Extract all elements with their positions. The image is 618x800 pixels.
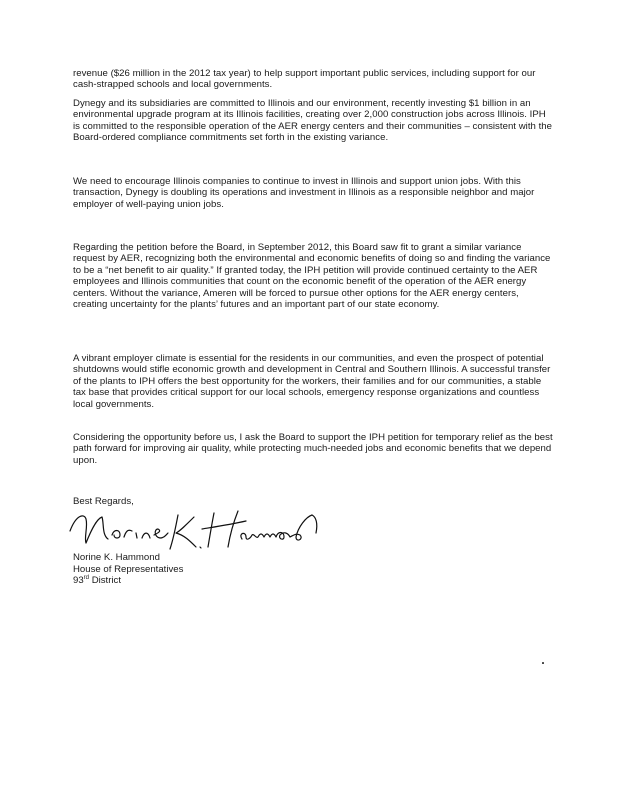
signature-block xyxy=(73,552,183,587)
scan-speck xyxy=(542,662,544,664)
paragraph-petition: Regarding the petition before the Board, in September 2012, this Board saw fit to grant a similar variance request by AER, recognizing both the environmental and economic benefits of doing so and finding the variance to be a “net benefit to air quality.” If granted today, the IPH petition will provide continued certainty to the AER employees and Illinois communities that count on the economic benefit of the operation of the AER energy centers. Without the variance, Ameren will be forced to pursue other options for the AER energy centers, creating uncertainty for the plants’ futures and an important part of our state economy. xyxy=(73,242,551,311)
paragraph-revenue: revenue ($26 million in the 2012 tax year) to help support important public services, including support for our cash-strapped schools and local governments. xyxy=(73,68,536,91)
paragraph-dynegy-commitment: Dynegy and its subsidiaries are committed to Illinois and our environment, recently investing $1 billion in an environmental upgrade program at its Illinois facilities, creating over 2,000 construction jobs across Illinois. IPH is committed to the responsible operation of the AER energy centers and their communities – consistent with the Board-ordered compliance commitments set forth in the existing variance. xyxy=(73,98,553,144)
district-label: District xyxy=(91,575,121,587)
district-number: 93 xyxy=(73,575,84,587)
closing-salutation: Best Regards, xyxy=(73,496,134,507)
handwritten-signature xyxy=(62,505,327,555)
signer-title: House of Representatives xyxy=(73,563,184,575)
district-suffix: rd xyxy=(83,575,90,581)
signer-district xyxy=(73,575,183,587)
paragraph-encourage-investment: We need to encourage Illinois companies to continue to invest in Illinois and support union jobs. With this transaction, Dynegy is doubling its operations and investment in Illinois as a responsible neighbor and major employer of well-paying union jobs. xyxy=(73,176,535,210)
signer-name: Norine K. Hammond xyxy=(73,552,160,563)
paragraph-employer-climate: A vibrant employer climate is essential for the residents in our communities, and even the prospect of potential shutdowns would stifle economic growth and development in Central and Southern Illinois. A successful transfer of the plants to IPH offers the best opportunity for the workers, their families and for our communities, a stable tax base that provides critical support for our local schools, emergency response organizations and countless local governments. xyxy=(73,353,551,410)
paragraph-request: Considering the opportunity before us, I ask the Board to support the IPH petition for temporary relief as the best path forward for improving air quality, while protecting much-needed jobs and economic benefits that we depend upon. xyxy=(73,432,553,466)
